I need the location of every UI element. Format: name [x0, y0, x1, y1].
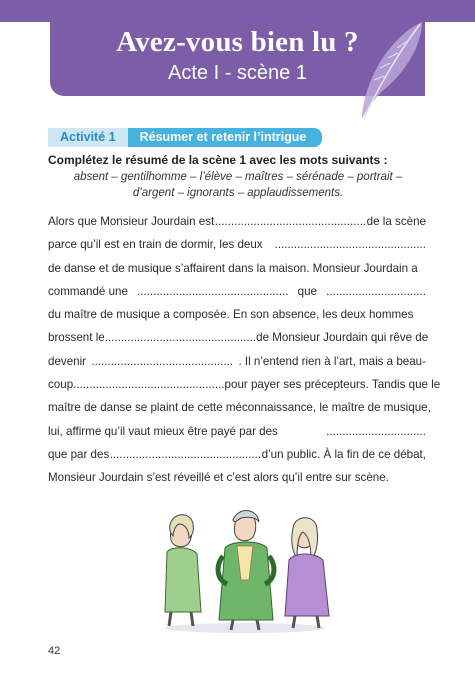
text-segment: Alors que Monsieur Jourdain est	[48, 215, 215, 228]
activity-title: Résumer et retenir l’intrigue	[128, 128, 322, 147]
page-title: Avez-vous bien lu ?	[116, 26, 359, 58]
paragraph-line	[48, 210, 426, 233]
blank-field[interactable]: ...............................	[326, 424, 426, 438]
paragraph-line	[48, 443, 426, 466]
blank-field[interactable]: ...............................................	[137, 284, 289, 298]
paragraph-line	[48, 280, 426, 303]
paragraph-line	[48, 303, 426, 326]
text-segment: de danse et de musique s’affairent dans la maison. Monsieur Jourdain a	[48, 261, 418, 275]
paragraph-line	[48, 350, 426, 373]
blank-field[interactable]: ...............................................	[73, 378, 225, 392]
fill-in-paragraph	[48, 210, 441, 490]
page-subtitle: Acte I - scène 1	[168, 62, 307, 84]
text-segment: du maître de musique a composée. En son absence, les deux hommes	[48, 308, 414, 322]
paragraph-line	[48, 233, 426, 256]
text-segment: de Monsieur Jourdain qui rêve de	[256, 331, 429, 345]
paragraph-line	[48, 420, 426, 443]
text-segment: brossent le	[48, 331, 105, 345]
word-list-line: d’argent – ignorants – applaudissements.	[132, 186, 344, 199]
text-segment: pour payer ses précepteurs. Tandis que le	[224, 378, 441, 392]
paragraph-line	[48, 373, 441, 396]
text-segment: . Il n’entend rien à l’art, mais a beau-	[238, 354, 426, 368]
paragraph-line	[48, 326, 429, 349]
activity-number: Activité 1	[48, 128, 128, 147]
paragraph-line	[48, 257, 426, 280]
word-list-line: absent – gentilhomme – l’élève – maîtres – sérénade – portrait –	[73, 171, 403, 183]
text-segment: commandé une	[48, 284, 128, 298]
text-segment: de la scène	[366, 215, 426, 228]
word-list	[48, 170, 428, 201]
text-segment: coup	[48, 378, 74, 392]
instruction-text: Complétez le résumé de la scène 1 avec les mots suivants :	[48, 153, 388, 167]
text-segment: lui, affirme qu’il vaut mieux être payé par des	[48, 424, 278, 438]
paragraph-line	[48, 396, 431, 419]
blank-field[interactable]: ...............................................	[104, 331, 257, 345]
blank-field[interactable]: ...............................................	[274, 238, 426, 252]
quill-feather-icon	[350, 18, 430, 123]
text-segment: que par des	[48, 447, 110, 461]
blank-field[interactable]: ............................................	[91, 354, 234, 368]
paragraph-line	[48, 466, 426, 489]
blank-field[interactable]: ...............................	[326, 284, 426, 298]
blank-field[interactable]: ...............................................	[109, 447, 262, 461]
page-number: 42	[48, 645, 61, 657]
text-segment: Monsieur Jourdain s’est réveillé et c’est alors qu’il entre sur scène.	[48, 471, 389, 485]
activity-header	[48, 128, 322, 147]
text-segment: d’un public. À la fin de ce débat,	[261, 447, 426, 461]
blank-field[interactable]: ...............................................	[214, 215, 367, 228]
three-characters-illustration	[145, 500, 345, 635]
text-segment: que	[297, 284, 317, 298]
text-segment: devenir	[48, 354, 87, 368]
text-segment: parce qu’il est en train de dormir, les deux	[48, 238, 263, 252]
text-segment: maître de danse se plaint de cette méconnaissance, le maître de musique,	[48, 401, 431, 415]
